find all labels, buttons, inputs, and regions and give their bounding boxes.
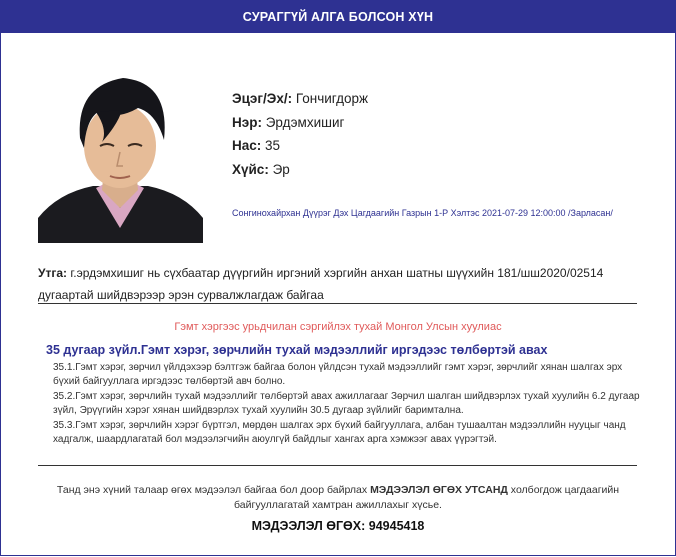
footer-text-after: холбогдож цагдаагийн байгууллагатай хамтран ажиллахыг хүсье.	[234, 484, 620, 511]
footer-text-bold: МЭДЭЭЛЭЛ ӨГӨХ УТСАНД	[370, 484, 508, 496]
notice-title: СУРАГГҮЙ АЛГА БОЛСОН ХҮН	[242, 9, 434, 24]
case-description	[38, 262, 636, 306]
name-row	[232, 114, 368, 138]
contact-line	[0, 519, 676, 533]
article-paragraph: 35.2.Гэмт хэрэг, зөрчлийн тухай мэдээллийг төлбөртэй авах ажиллагааг Зөрчил шалган шийдвэрлэх тухай хуулийн 6.2 дугаар зүйл, Эрүүгийн хэрэг хянан шийдвэрлэх тухай хуулийн 30.5 дугаар зүйлийг баримтална.	[53, 390, 640, 417]
person-photo	[38, 68, 203, 243]
case-description-text: г.эрдэмхишиг нь сүхбаатар дүүргийн иргэний хэргийн анхан шатны шүүхийн 181/шш2020/02514 дугаартай шийдвэрээр эрэн сурвалжлагдаж байгаа	[38, 266, 604, 302]
age-row	[232, 137, 368, 161]
contact-number[interactable]: 94945418	[368, 519, 425, 533]
gender-label: Хүйс:	[232, 161, 269, 177]
article-paragraph: 35.1.Гэмт хэрэг, зөрчил үйлдэхээр бэлтгэж байгаа болон үйлдсэн тухай мэдээллийг гэмт хэрэг, зөрчлийг хянан шалгах эрх бүхий байгууллага иргэдээс төлбөртэй авч болно.	[53, 362, 623, 388]
father-label: Эцэг/Эх/:	[232, 91, 293, 106]
father-row	[232, 90, 368, 114]
contact-label: МЭДЭЭЛЭЛ ӨГӨХ:	[251, 519, 366, 533]
article-body	[53, 361, 643, 447]
father-value: Гончигдорж	[295, 91, 369, 106]
gender-value: Эр	[272, 161, 290, 177]
footer-text-before: Танд энэ хүний талаар өгөх мэдээлэл байгаа бол доор байрлах	[56, 484, 371, 496]
notice-header	[0, 0, 676, 33]
article-paragraph: 35.3.Гэмт хэрэг, зөрчлийн хэрэг бүртгэл, мөрдөн шалгах эрх бүхий байгууллага, албан тушаалтан мэдээллийн нууцыг чанд хадгалж, шаардлагатай бол мэдээлэгчийн аюулгүй байдлыг хангах арга хэмжээг авах үүрэгтэй.	[53, 419, 626, 446]
name-label: Нэр:	[232, 114, 262, 130]
person-info	[232, 90, 368, 184]
case-description-label: Утга:	[38, 266, 68, 280]
footer-message	[38, 483, 638, 512]
name-value: Эрдэмхишиг	[265, 114, 345, 130]
law-title: Гэмт хэргээс урьдчилан сэргийлэх тухай Монгол Улсын хуулиас	[174, 321, 502, 333]
article-title: 35 дугаар зүйл.Гэмт хэрэг, зөрчлийн тухай мэдээллийг иргэдээс төлбөртэй авах	[46, 343, 548, 357]
divider-bottom	[38, 465, 637, 466]
police-location-date: Сонгинохайрхан Дүүрэг Дэх Цагдаагийн Газрын 1-Р Хэлтэс 2021-07-29 12:00:00 /Зарласан/	[232, 208, 613, 218]
divider-top	[38, 303, 637, 304]
age-label: Нас:	[232, 138, 262, 153]
gender-row	[232, 161, 368, 185]
age-value: 35	[265, 138, 281, 153]
